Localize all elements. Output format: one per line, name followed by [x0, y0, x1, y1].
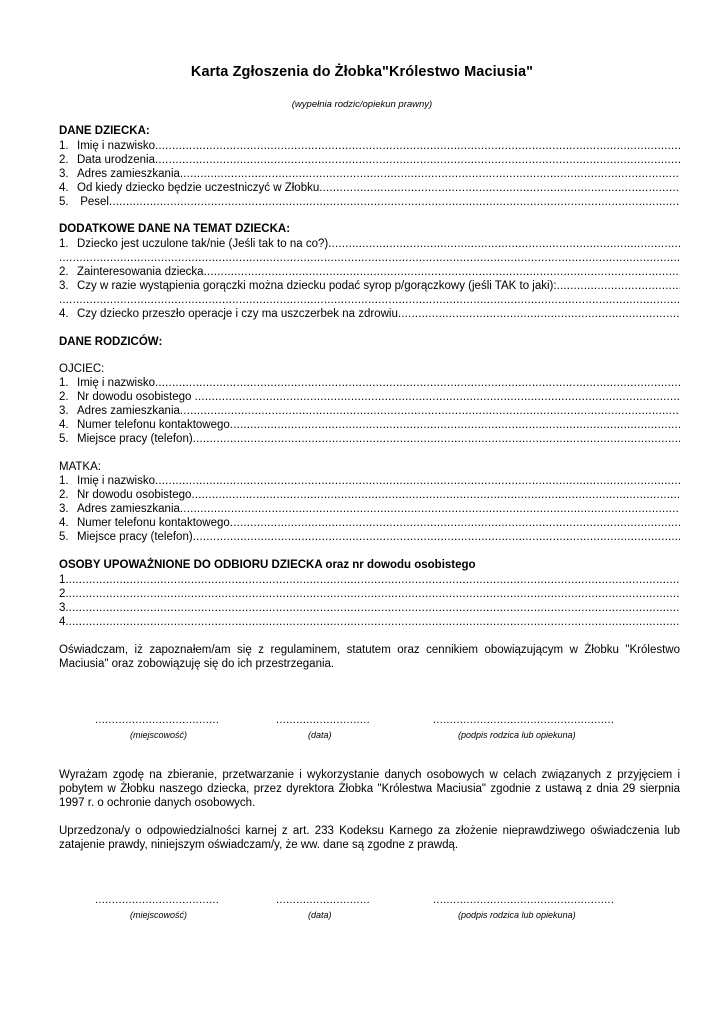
date-signature-line[interactable]: ............................ [276, 894, 370, 906]
mother-phone-field[interactable]: 4. Numer telefonu kontaktowego ..... [59, 517, 680, 531]
child-pesel-field[interactable]: 5. Pesel ..... [59, 196, 680, 210]
signature-caption: (podpis rodzica lub opiekuna) [458, 730, 576, 740]
allergy-field[interactable]: 1. Dziecko jest uczulone tak/nie (Jeśli tak to na co?) ..... [59, 238, 680, 252]
father-phone-field[interactable]: 4. Numer telefonu kontaktowego ..... [59, 419, 680, 433]
regulations-declaration: Oświadczam, iż zapoznałem/am się z regulaminem, statutem oraz cennikiem obowiązującym w Żłobku "Królestwo Maciusia" oraz zobowiązuję się do ich przestrzegania. [59, 644, 680, 670]
authorized-person-field[interactable]: 4. ..... [59, 616, 680, 630]
authorized-persons-heading: OSOBY UPOWAŻNIONE DO ODBIORU DZIECKA oraz nr dowodu osobistego [59, 559, 476, 571]
parents-heading: DANE RODZICÓW: [59, 336, 163, 348]
place-signature-line[interactable]: ..................................... [95, 714, 220, 726]
signature-caption: (podpis rodzica lub opiekuna) [458, 910, 576, 920]
mother-name-field[interactable]: 1. Imię i nazwisko ..... [59, 475, 680, 489]
mother-heading: MATKA: [59, 461, 101, 473]
child-address-field[interactable]: 3. Adres zamieszkania ..... [59, 168, 680, 182]
extra-data-heading: DODATKOWE DANE NA TEMAT DZIECKA: [59, 223, 291, 235]
parent-signature-line[interactable]: ...................................................... [433, 714, 615, 726]
data-processing-consent: Wyrażam zgodę na zbieranie, przetwarzanie i wykorzystanie danych osobowych w celach związanych z przyjęciem i pobytem w Żłobku naszego dziecka, przez dyrektora Żłobka "Królestwa Maciusia" zgodnie z ustawą z dnia 29 sierpnia 1997 r. o ochronie danych osobowych. [59, 769, 680, 809]
authorized-person-field[interactable]: 1. ..... [59, 574, 680, 588]
date-caption: (data) [308, 730, 332, 740]
place-caption: (miejscowość) [130, 910, 188, 920]
criminal-liability-declaration: Uprzedzona/y o odpowiedzialności karnej z art. 233 Kodeksu Karnego za złożenie nieprawdziwego oświadczenia lub zatajenie prawdy, niniejszym oświadczam/y, że ww. dane są zgodne z prawdą. [59, 825, 680, 851]
allergy-continuation-line[interactable] [59, 252, 680, 266]
parent-signature-line[interactable]: ...................................................... [433, 894, 615, 906]
date-caption: (data) [308, 910, 332, 920]
child-start-date-field[interactable]: 4. Od kiedy dziecko będzie uczestniczyć w Żłobku ..... [59, 182, 680, 196]
authorized-person-field[interactable]: 3. ..... [59, 602, 680, 616]
mother-id-field[interactable]: 2. Nr dowodu osobistego ..... [59, 489, 680, 503]
form-title: Karta Zgłoszenia do Żłobka"Królestwo Maciusia" [190, 64, 534, 80]
child-data-heading: DANE DZIECKA: [59, 125, 150, 137]
date-signature-line[interactable]: ............................ [276, 714, 370, 726]
fever-syrup-field[interactable]: 3. Czy w razie wystąpienia gorączki można dziecku podać syrop p/gorączkowy (jeśli TAK to jaki): ..... [59, 280, 680, 294]
mother-address-field[interactable]: 3. Adres zamieszkania ..... [59, 503, 680, 517]
child-name-field[interactable]: 1. Imię i nazwisko ..... [59, 140, 680, 154]
mother-workplace-field[interactable]: 5. Miejsce pracy (telefon) ..... [59, 531, 680, 545]
authorized-person-field[interactable]: 2. ..... [59, 588, 680, 602]
child-birthdate-field[interactable]: 2. Data urodzenia ..... [59, 154, 680, 168]
father-workplace-field[interactable]: 5. Miejsce pracy (telefon) ..... [59, 433, 680, 447]
place-signature-line[interactable]: ..................................... [95, 894, 220, 906]
father-heading: OJCIEC: [59, 363, 105, 375]
father-address-field[interactable]: 3. Adres zamieszkania ..... [59, 405, 680, 419]
form-subtitle: (wypełnia rodzic/opiekun prawny) [291, 99, 433, 110]
surgery-field[interactable]: 4. Czy dziecko przeszło operacje i czy ma uszczerbek na zdrowiu ..... [59, 308, 680, 322]
place-caption: (miejscowość) [130, 730, 188, 740]
father-id-field[interactable]: 2. Nr dowodu osobistego ..... [59, 391, 680, 405]
father-name-field[interactable]: 1. Imię i nazwisko ..... [59, 377, 680, 391]
fever-syrup-continuation-line[interactable] [59, 294, 680, 308]
interests-field[interactable]: 2. Zainteresowania dziecka ..... [59, 266, 680, 280]
